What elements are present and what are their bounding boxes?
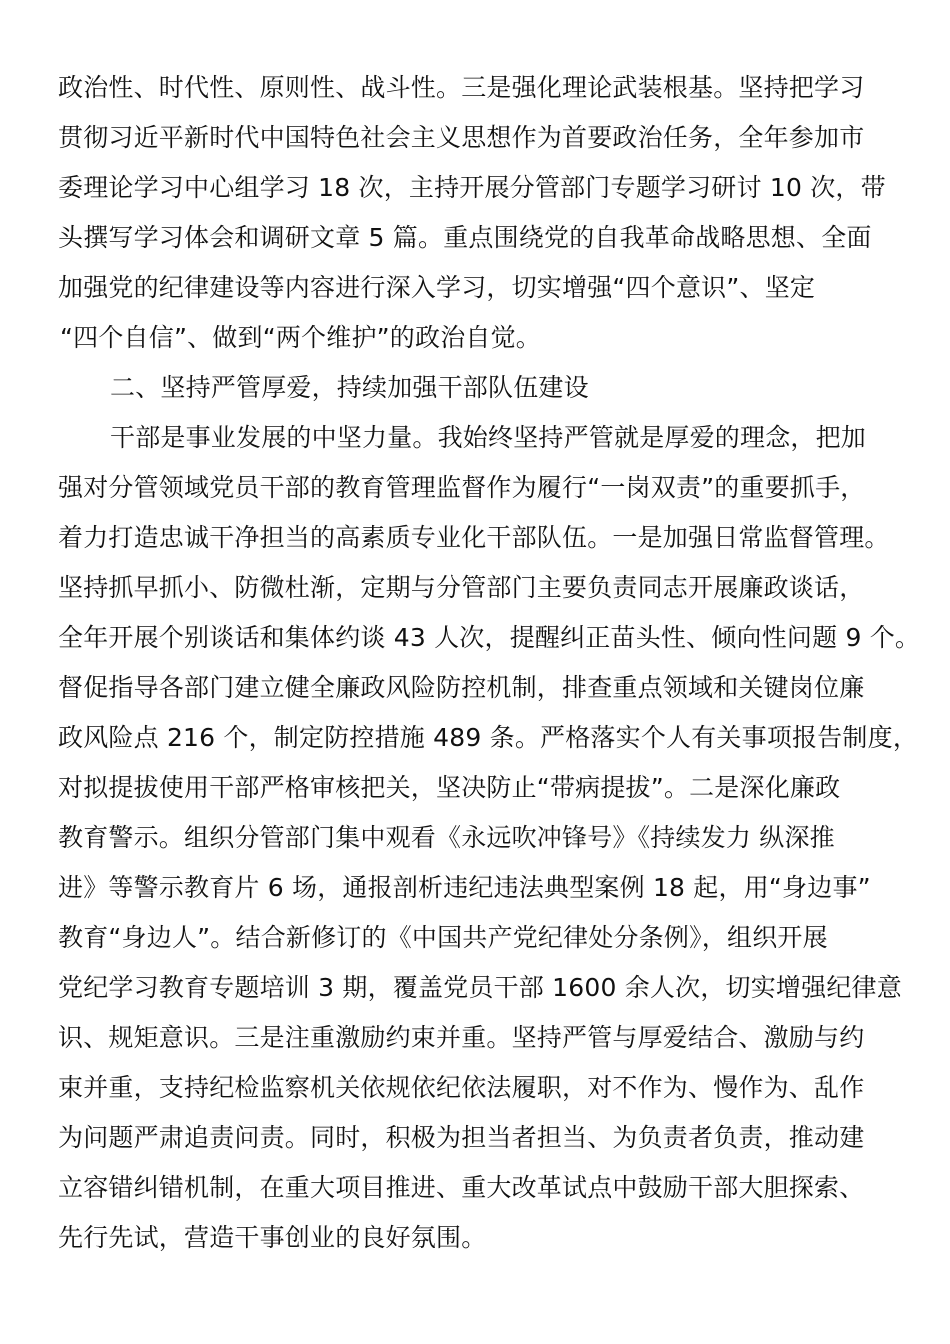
paragraph-line: 进》等警示教育片 6 场，通报剖析违纪违法典型案例 18 起，用“身边事” [58, 873, 871, 902]
paragraph-line: 为问题严肃追责问责。同时，积极为担当者担当、为负责者负责，推动建 [58, 1123, 865, 1152]
paragraph-line: 识、规矩意识。三是注重激励约束并重。坚持严管与厚爱结合、激励与约 [58, 1023, 865, 1052]
paragraph-line: 立容错纠错机制，在重大项目推进、重大改革试点中鼓励干部大胆探索、 [58, 1173, 865, 1202]
paragraph-line: 着力打造忠诚干净担当的高素质专业化干部队伍。一是加强日常监督管理。 [58, 523, 890, 552]
paragraph-line: 强对分管领域党员干部的教育管理监督作为履行“一岗双责”的重要抓手， [58, 473, 866, 502]
paragraph-line: 政风险点 216 个，制定防控措施 489 条。严格落实个人有关事项报告制度， [58, 723, 919, 752]
paragraph-line: 干部是事业发展的中坚力量。我始终坚持严管就是厚爱的理念，把加 [110, 423, 867, 452]
paragraph-line: 束并重，支持纪检监察机关依规依纪依法履职，对不作为、慢作为、乱作 [58, 1073, 865, 1102]
paragraph-line: 贯彻习近平新时代中国特色社会主义思想作为首要政治任务，全年参加市 [58, 123, 865, 152]
paragraph-line: “四个自信”、做到“两个维护”的政治自觉。 [60, 323, 542, 352]
paragraph-line: 委理论学习中心组学习 18 次，主持开展分管部门专题学习研讨 10 次，带 [58, 173, 886, 202]
paragraph-line: 先行先试，营造干事创业的良好氛围。 [58, 1223, 487, 1252]
paragraph-line: 教育警示。组织分管部门集中观看《永远吹冲锋号》《持续发力 纵深推 [58, 823, 835, 852]
paragraph-line: 头撰写学习体会和调研文章 5 篇。重点围绕党的自我革命战略思想、全面 [58, 223, 872, 252]
section-heading: 二、坚持严管厚爱，持续加强干部队伍建设 [110, 373, 589, 402]
paragraph-line: 党纪学习教育专题培训 3 期，覆盖党员干部 1600 余人次，切实增强纪律意 [58, 973, 902, 1002]
paragraph-line: 督促指导各部门建立健全廉政风险防控机制，排查重点领域和关键岗位廉 [58, 673, 865, 702]
paragraph-line: 加强党的纪律建设等内容进行深入学习，切实增强“四个意识”、坚定 [58, 273, 816, 302]
paragraph-line: 政治性、时代性、原则性、战斗性。三是强化理论武装根基。坚持把学习 [58, 73, 865, 102]
paragraph-line: 全年开展个别谈话和集体约谈 43 人次，提醒纠正苗头性、倾向性问题 9 个。 [58, 623, 921, 652]
paragraph-line: 坚持抓早抓小、防微杜渐，定期与分管部门主要负责同志开展廉政谈话， [58, 573, 865, 602]
paragraph-line: 对拟提拔使用干部严格审核把关，坚决防止“带病提拔”。二是深化廉政 [58, 773, 841, 802]
paragraph-line: 教育“身边人”。结合新修订的《中国共产党纪律处分条例》，组织开展 [58, 923, 828, 952]
